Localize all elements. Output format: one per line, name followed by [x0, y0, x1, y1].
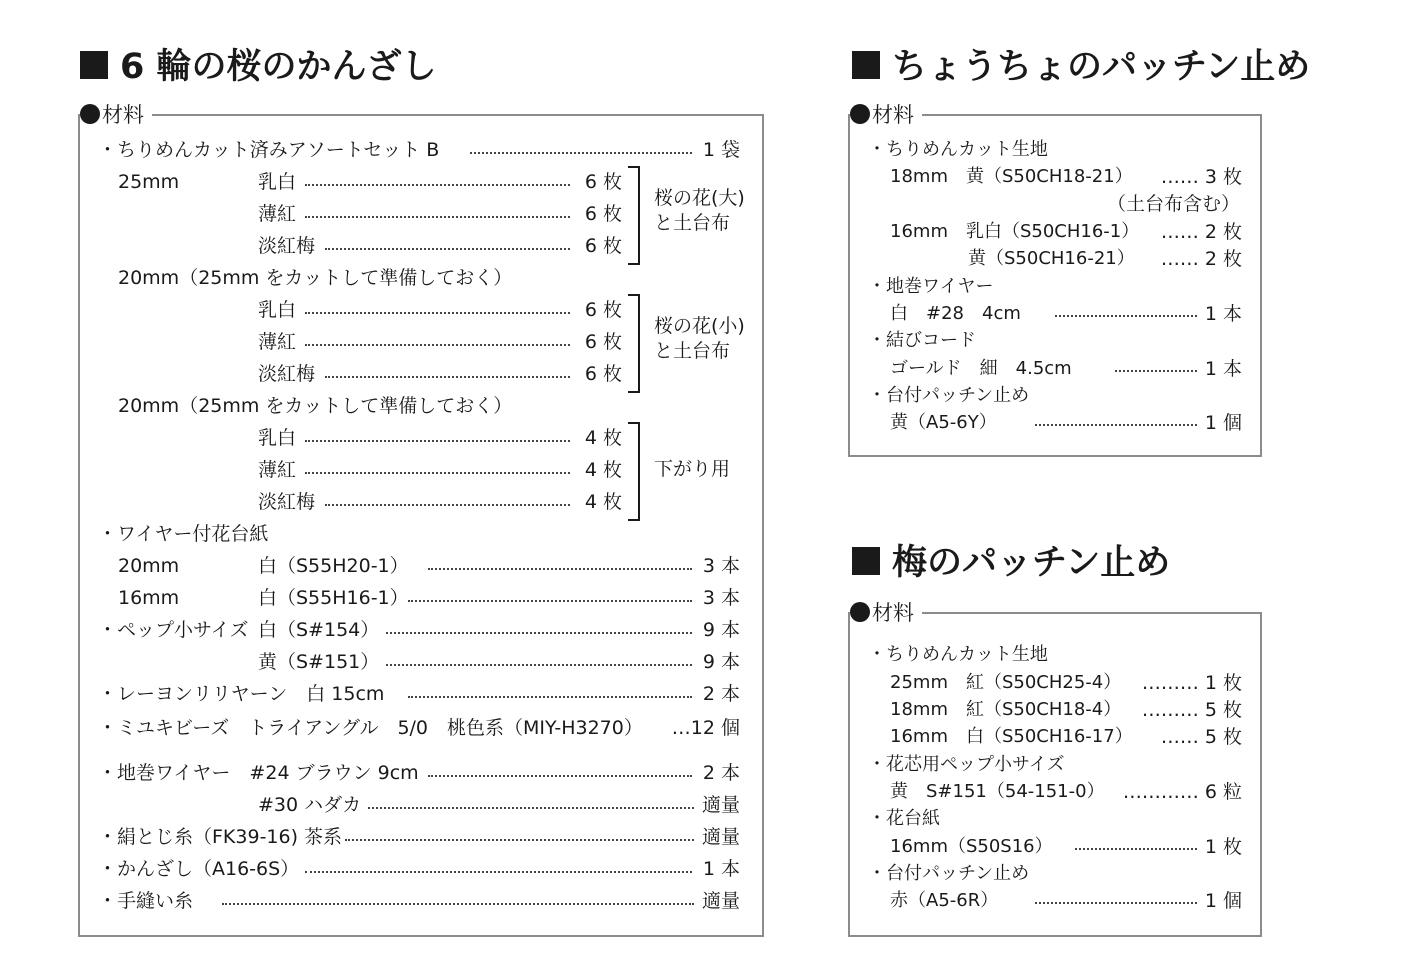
circle-bullet-icon — [80, 104, 100, 124]
quantity: …… 2 枚 — [1160, 221, 1242, 243]
list-item: 16mm（S50S16） — [890, 836, 1053, 857]
circle-bullet-icon — [850, 602, 870, 622]
list-item: ・かんざし（A16-6S） — [98, 858, 300, 880]
leader-dots — [305, 438, 570, 442]
leader-dots — [305, 470, 570, 474]
leader-dots — [325, 374, 570, 378]
leader-dots — [325, 246, 570, 250]
quantity: 6 枚 — [584, 299, 622, 321]
list-item: ・レーヨンリリヤーン 白 15cm — [98, 683, 385, 705]
quantity: 6 枚 — [584, 235, 622, 257]
size-note: 20mm（25mm をカットして準備しておく） — [118, 267, 513, 289]
leader-dots — [1075, 846, 1197, 850]
size-label: 20mm — [118, 555, 180, 577]
list-item: 25mm 紅（S50CH25-4） — [890, 672, 1122, 693]
list-item: ・手縫い糸 — [98, 890, 194, 912]
leader-dots — [368, 805, 694, 809]
list-item: ・地巻ワイヤー — [868, 276, 994, 297]
quantity: …12 個 — [671, 717, 740, 739]
leader-dots — [386, 630, 692, 634]
quantity: 1 本 — [1204, 358, 1242, 380]
quantity: 4 枚 — [584, 491, 622, 513]
bracket — [628, 166, 640, 265]
plum-materials-label: 材料 — [850, 600, 922, 626]
quantity: 9 本 — [702, 651, 740, 673]
quantity: 2 本 — [702, 762, 740, 784]
bracket — [628, 422, 640, 521]
list-item: ・絹とじ糸（FK39-16) 茶系 — [98, 826, 343, 848]
color-label: 淡紅梅 — [258, 235, 316, 257]
quantity: 1 枚 — [1204, 836, 1242, 858]
quantity: 適量 — [701, 794, 740, 816]
leader-dots — [305, 869, 692, 873]
list-item: 18mm 黄（S50CH18-21） — [890, 166, 1133, 187]
list-item: ゴールド 細 4.5cm — [890, 358, 1072, 379]
leader-dots — [305, 182, 570, 186]
list-item: ・台付パッチン止め — [868, 863, 1030, 884]
quantity: …… 5 枚 — [1160, 726, 1242, 748]
kanzashi-title — [80, 47, 437, 87]
list-item: ・ペップ小サイズ — [98, 619, 249, 641]
color-label: 乳白 — [258, 171, 297, 193]
quantity: 適量 — [701, 890, 740, 912]
quantity: 1 本 — [1204, 303, 1242, 325]
leader-dots — [408, 694, 692, 698]
leader-dots — [1055, 313, 1197, 317]
list-item: ・ちりめんカット生地 — [868, 644, 1048, 665]
leader-dots — [305, 310, 570, 314]
leader-dots — [386, 662, 692, 666]
quantity: 6 枚 — [584, 331, 622, 353]
list-item: ・ちりめんカット済みアソートセット B — [98, 139, 440, 161]
list-item: ・花台紙 — [868, 808, 940, 829]
list-item: ・ワイヤー付花台紙 — [98, 523, 269, 545]
leader-dots — [325, 502, 570, 506]
kanzashi-title-text: 6 輪の桜のかんざし — [120, 47, 437, 87]
list-item: 黄 S#151（54-151-0） — [890, 781, 1105, 802]
color-label: 白（S55H20-1） — [258, 555, 409, 577]
list-item: 16mm 乳白（S50CH16-1） — [890, 221, 1140, 242]
kanzashi-materials-label: 材料 — [80, 102, 152, 128]
butterfly-materials-label: 材料 — [850, 102, 922, 128]
color-label: 薄紅 — [258, 459, 297, 481]
color-label: 薄紅 — [258, 203, 297, 225]
list-item: 18mm 紅（S50CH18-4） — [890, 699, 1122, 720]
leader-dots — [428, 566, 692, 570]
color-label: 黄（S#151） — [258, 651, 380, 673]
bracket-label: 桜の花(大) と土台布 — [654, 187, 745, 234]
quantity: 1 本 — [702, 858, 740, 880]
quantity: 6 枚 — [584, 203, 622, 225]
plum-title — [852, 543, 1171, 583]
list-item: 16mm 白（S50CH16-17） — [890, 726, 1133, 747]
quantity: 9 本 — [702, 619, 740, 641]
list-item: ・台付パッチン止め — [868, 385, 1030, 406]
quantity: ……… 5 枚 — [1141, 699, 1242, 721]
bracket-label: 下がり用 — [654, 458, 731, 480]
leader-dots — [345, 837, 694, 841]
color-label: 白（S55H16-1） — [258, 587, 409, 609]
bracket-label: 桜の花(小) と土台布 — [654, 315, 745, 362]
size-label: 16mm — [118, 587, 180, 609]
square-bullet-icon — [852, 547, 880, 575]
quantity: 4 枚 — [584, 459, 622, 481]
quantity: 適量 — [701, 826, 740, 848]
list-item: 黄（S50CH16-21） — [968, 248, 1135, 269]
quantity: 4 枚 — [584, 427, 622, 449]
quantity: ……… 1 枚 — [1141, 672, 1242, 694]
leader-dots — [1115, 368, 1197, 372]
leader-dots — [1035, 900, 1197, 904]
bracket — [628, 294, 640, 393]
leader-dots — [305, 214, 570, 218]
color-label: #30 ハダカ — [258, 794, 362, 816]
list-item: ・結びコード — [868, 330, 976, 351]
size-note: 20mm（25mm をカットして準備しておく） — [118, 395, 513, 417]
size-label: 25mm — [118, 171, 180, 193]
color-label: 薄紅 — [258, 331, 297, 353]
quantity: …… 3 枚 — [1160, 166, 1242, 188]
square-bullet-icon — [852, 51, 880, 79]
leader-dots — [408, 598, 692, 602]
list-item: ・地巻ワイヤー #24 ブラウン 9cm — [98, 762, 419, 784]
color-label: 淡紅梅 — [258, 491, 316, 513]
quantity: …… 2 枚 — [1160, 248, 1242, 270]
quantity: 1 袋 — [702, 139, 740, 161]
quantity: 3 本 — [702, 555, 740, 577]
leader-dots — [470, 150, 692, 154]
quantity: 6 枚 — [584, 171, 622, 193]
quantity: 2 本 — [702, 683, 740, 705]
butterfly-title — [852, 47, 1311, 87]
list-item: 赤（A5-6R） — [890, 890, 999, 911]
leader-dots — [1035, 422, 1197, 426]
leader-dots — [305, 342, 570, 346]
color-label: 乳白 — [258, 427, 297, 449]
color-label: 白（S#154） — [258, 619, 380, 641]
plum-title-text: 梅のパッチン止め — [892, 543, 1171, 583]
leader-dots — [428, 773, 692, 777]
list-item: ・花芯用ペップ小サイズ — [868, 754, 1065, 775]
list-item: 黄（A5-6Y） — [890, 412, 997, 433]
color-label: 淡紅梅 — [258, 363, 316, 385]
list-item: ・ちりめんカット生地 — [868, 139, 1048, 160]
list-item: ・ミユキビーズ トライアングル 5/0 桃色系（MIY-H3270） — [98, 717, 643, 739]
circle-bullet-icon — [850, 104, 870, 124]
list-item: （土台布含む） — [1106, 193, 1240, 215]
quantity: ………… 6 粒 — [1122, 781, 1242, 803]
quantity: 6 枚 — [584, 363, 622, 385]
leader-dots — [222, 901, 694, 905]
quantity: 1 個 — [1204, 890, 1242, 912]
square-bullet-icon — [80, 51, 108, 79]
quantity: 3 本 — [702, 587, 740, 609]
butterfly-title-text: ちょうちょのパッチン止め — [892, 47, 1311, 87]
list-item: 白 #28 4cm — [890, 303, 1021, 324]
color-label: 乳白 — [258, 299, 297, 321]
quantity: 1 個 — [1204, 412, 1242, 434]
